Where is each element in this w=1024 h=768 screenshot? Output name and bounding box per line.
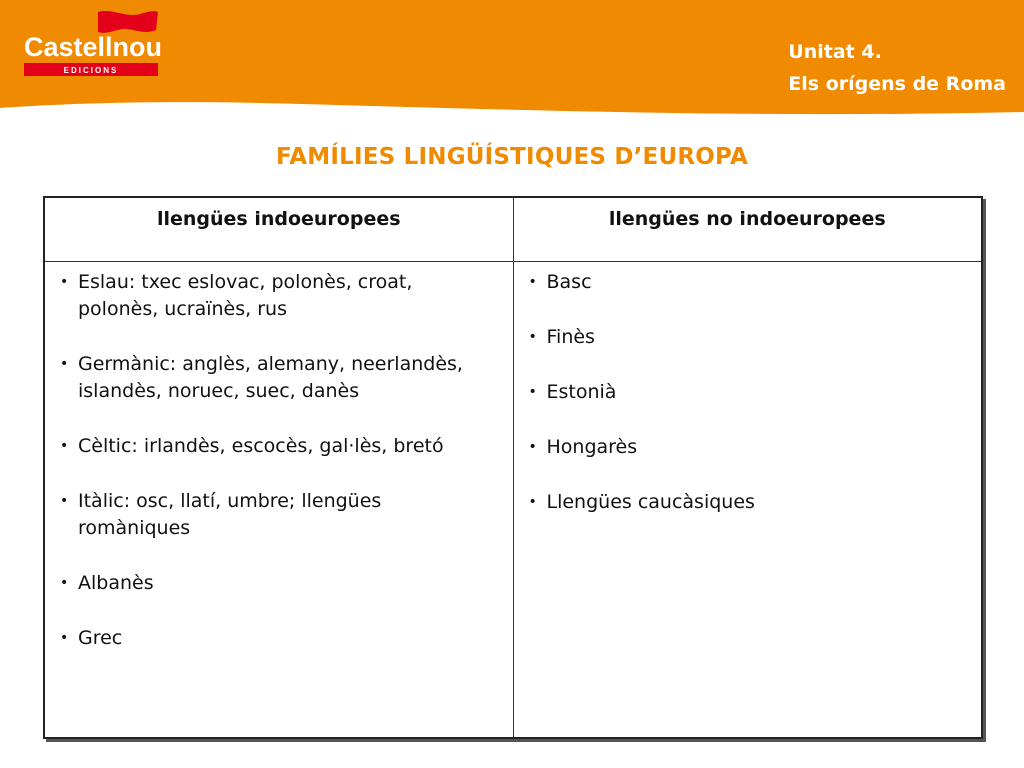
list-item <box>525 269 967 296</box>
list-item <box>525 379 967 406</box>
bullet-icon: • <box>60 492 69 509</box>
unit-title: Els orígens de Roma <box>788 73 1006 95</box>
list-item-text: Albanès <box>78 571 154 594</box>
list-item-text: Hongarès <box>546 435 638 458</box>
list-item <box>525 434 967 461</box>
list-item-text: Basc <box>546 270 592 293</box>
bullet-icon: • <box>60 629 69 646</box>
list-item <box>56 351 498 405</box>
list-item <box>56 570 498 597</box>
list-item-text: Cèltic: irlandès, escocès, gal·lès, bretó <box>78 434 444 457</box>
list-item <box>525 489 967 516</box>
bullet-icon: • <box>528 273 537 290</box>
unit-number: Unitat 4. <box>788 41 882 63</box>
language-families-table <box>43 196 983 739</box>
bullet-icon: • <box>528 383 537 400</box>
list-item-text: Eslau: txec eslovac, polonès, croat, polonès, ucraïnès, rus <box>78 270 413 320</box>
header-non-indoeuropean: llengües no indoeuropees <box>513 197 982 261</box>
indoeuropean-list <box>46 263 512 652</box>
bullet-icon: • <box>60 574 69 591</box>
list-item-text: Estonià <box>546 380 617 403</box>
table-header-row <box>44 197 982 261</box>
list-item <box>56 488 498 542</box>
table-body-row <box>44 261 982 738</box>
non-indoeuropean-list <box>515 263 981 516</box>
bullet-icon: • <box>528 438 537 455</box>
page-title: FAMÍLIES LINGÜÍSTIQUES D’EUROPA <box>276 144 748 170</box>
bullet-icon: • <box>528 328 537 345</box>
list-item <box>56 269 498 323</box>
header-indoeuropean: llengües indoeuropees <box>44 197 513 261</box>
list-item <box>56 625 498 652</box>
list-item-text: Llengües caucàsiques <box>546 490 755 513</box>
logo-subtext: EDICIONS <box>63 66 119 75</box>
list-item-text: Itàlic: osc, llatí, umbre; llengües romàniques <box>78 489 382 539</box>
bullet-icon: • <box>528 493 537 510</box>
logo-wordmark: Castellnou <box>24 32 162 62</box>
list-item <box>525 324 967 351</box>
non-indoeuropean-cell <box>513 261 982 738</box>
list-item-text: Germànic: anglès, alemany, neerlandès, islandès, noruec, suec, danès <box>78 352 463 402</box>
bullet-icon: • <box>60 273 69 290</box>
list-item-text: Grec <box>78 626 123 649</box>
list-item-text: Finès <box>546 325 595 348</box>
indoeuropean-cell <box>44 261 513 738</box>
logo-flag-icon <box>98 11 158 33</box>
list-item <box>56 433 498 460</box>
unit-info <box>788 36 1006 100</box>
castellnou-logo <box>22 8 162 78</box>
bullet-icon: • <box>60 437 69 454</box>
bullet-icon: • <box>60 355 69 372</box>
